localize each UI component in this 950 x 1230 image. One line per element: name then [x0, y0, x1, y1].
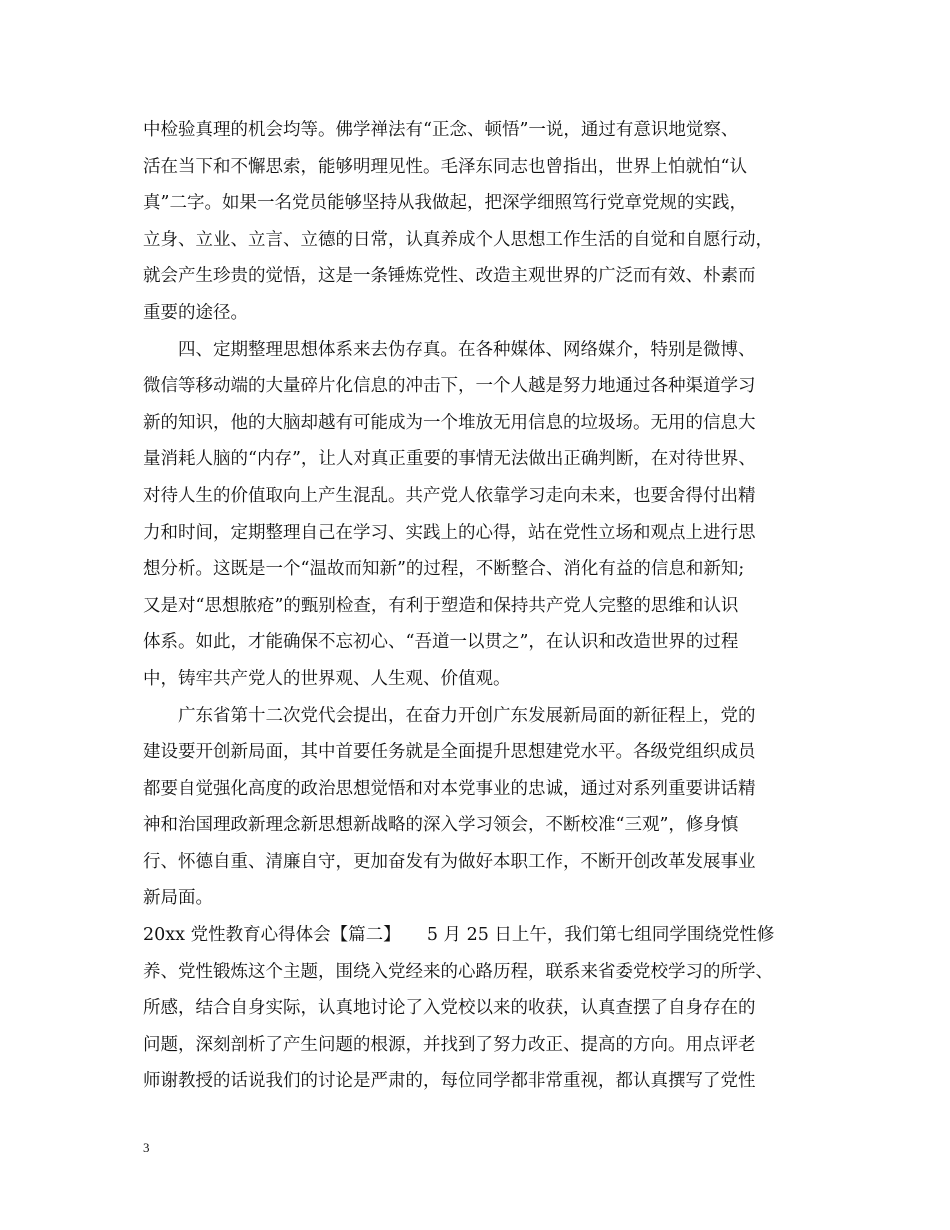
- text-line: 真”二字。如果一名党员能够坚持从我做起，把深学细照笃行党章党规的实践，: [143, 193, 747, 214]
- text-line: 中检验真理的机会均等。佛学禅法有“正念、顿悟”一说，通过有意识地觉察、: [143, 120, 739, 140]
- text-line: 广东省第十二次党代会提出，在奋力开创广东发展新局面的新征程上，党的: [143, 705, 756, 726]
- text-line: 力和时间，定期整理自己在学习、实践上的心得，站在党性立场和观点上进行思: [143, 522, 756, 543]
- text-line: 又是对“思想脓疮”的甄别检查，有利于塑造和保持共产党人完整的思维和认识: [143, 595, 739, 616]
- text-line: 微信等移动端的大量碎片化信息的冲击下，一个人越是努力地通过各种渠道学习: [143, 376, 756, 397]
- page-number: 3: [143, 1140, 150, 1155]
- text-line: 就会产生珍贵的觉悟，这是一条锤炼党性、改造主观世界的广泛而有效、朴素而: [143, 266, 756, 287]
- text-line: 体系。如此，才能确保不忘初心、“吾道一以贯之”，在认识和改造世界的过程: [143, 632, 739, 653]
- text-line: 养、党性锻炼这个主题，围绕入党经来的心路历程，联系来省委党校学习的所学、: [143, 961, 773, 982]
- text-line: 问题，深刻剖析了产生问题的根源，并找到了努力改正、提高的方向。用点评老: [143, 1034, 756, 1055]
- document-body: [143, 112, 825, 1100]
- text-line: 对待人生的价值取向上产生混乱。共产党人依靠学习走向未来，也要舍得付出精: [143, 485, 756, 506]
- text-line: 想分析。这既是一个“温故而知新”的过程，不断整合、消化有益的信息和新知;: [143, 559, 745, 580]
- text-line: 新局面。: [143, 888, 213, 909]
- text-line: 所感，结合自身实际，认真地讨论了入党校以来的收获，认真查摆了自身存在的: [143, 998, 756, 1019]
- text-line: 中，铸牢共产党人的世界观、人生观、价值观。: [143, 668, 511, 689]
- text-line: 神和治国理政新理念新思想新战略的深入学习领会，不断校准“三观”，修身慎: [143, 815, 739, 836]
- text-line: 行、怀德自重、清廉自守，更加奋发有为做好本职工作，不断开创改革发展事业: [143, 851, 756, 872]
- text-line: 四、定期整理思想体系来去伪存真。在各种媒体、网络媒介，特别是微博、: [143, 339, 756, 360]
- text-line: 活在当下和不懈思索，能够明理见性。毛泽东同志也曾指出，世界上怕就怕“认: [143, 156, 747, 177]
- text-line: 重要的途径。: [143, 302, 248, 323]
- text-line: 师谢教授的话说我们的讨论是严肃的，每位同学都非常重视，都认真撰写了党性: [143, 1071, 756, 1092]
- text-line: 都要自觉强化高度的政治思想觉悟和对本党事业的忠诚，通过对系列重要讲话精: [143, 778, 756, 799]
- text-line: 新的知识，他的大脑却越有可能成为一个堆放无用信息的垃圾场。无用的信息大: [143, 412, 756, 433]
- text-line: 立身、立业、立言、立德的日常，认真养成个人思想工作生活的自觉和自愿行动，: [143, 229, 773, 250]
- text-line: 量消耗人脑的“内存”，让人对真正重要的事情无法做出正确判断，在对待世界、: [143, 449, 756, 470]
- text-line: 建设要开创新局面，其中首要任务就是全面提升思想建党水平。各级党组织成员: [143, 742, 756, 763]
- text-line: 20xx 党性教育心得体会【篇二】 5 月 25 日上午，我们第七组同学围绕党性修: [143, 925, 775, 946]
